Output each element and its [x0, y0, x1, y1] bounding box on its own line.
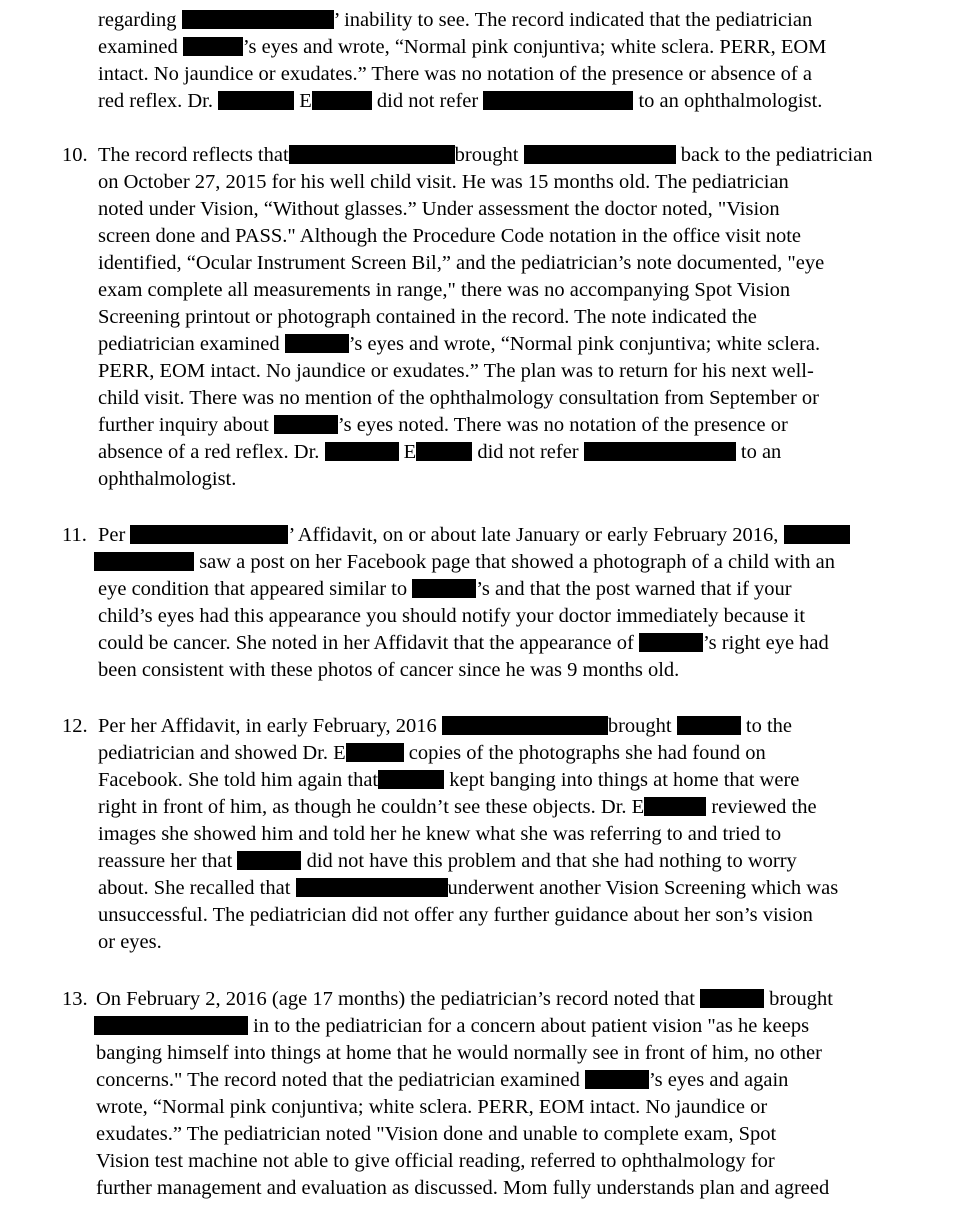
redaction [378, 770, 444, 789]
p10-line-2 [98, 169, 789, 195]
text: Screening printout or photograph contained in the record. The note indicated the [98, 306, 757, 328]
text: kept banging into things at home that were [449, 769, 800, 791]
text: ’s right eye had [702, 632, 829, 654]
redaction [237, 851, 301, 870]
text: examined [98, 36, 178, 58]
p10-line-13 [98, 466, 236, 492]
text: reviewed the [711, 796, 817, 818]
text: ’s and that the post warned that if your [476, 578, 792, 600]
text: child visit. There was no mention of the ophthalmology consultation from September or [98, 387, 819, 409]
intro-line-4 [98, 88, 822, 114]
redaction [784, 525, 850, 544]
p13-line-5 [96, 1094, 767, 1120]
paragraph-number: 11. [62, 524, 87, 546]
redaction [644, 797, 706, 816]
p12-line-7 [98, 875, 838, 901]
text: Per [98, 524, 126, 546]
p11-line-1 [98, 522, 850, 548]
text: brought [454, 144, 519, 166]
p12-line-8 [98, 902, 813, 928]
text: concerns." The record noted that the pediatrician examined [96, 1069, 580, 1091]
paragraph-number: 13. [62, 988, 88, 1010]
text: eye condition that appeared similar to [98, 578, 408, 600]
p10-line-10 [98, 385, 819, 411]
p11-line-6 [98, 657, 679, 683]
text: regarding [98, 9, 177, 31]
p10-line-12 [98, 439, 781, 465]
text: saw a post on her Facebook page that showed a photograph of a child with an [199, 551, 836, 573]
p13-line-3 [96, 1040, 822, 1066]
text: ’s eyes noted. There was no notation of the presence or [337, 414, 788, 436]
text: ’s eyes and again [648, 1069, 789, 1091]
text: Vision test machine not able to give official reading, referred to ophthalmology for [96, 1150, 775, 1172]
intro-line-3 [98, 61, 812, 87]
p10-line-8 [98, 331, 820, 357]
p10-line-5 [98, 250, 824, 276]
redaction [182, 10, 334, 29]
text: The record reflects that [98, 144, 289, 166]
redaction [412, 579, 476, 598]
text: noted under Vision, “Without glasses.” Under assessment the doctor noted, "Vision [98, 198, 780, 220]
text: pediatrician examined [98, 333, 280, 355]
text: E [299, 90, 312, 112]
p12-line-9 [98, 929, 162, 955]
p12-line-2 [98, 740, 766, 766]
text: child’s eyes had this appearance you should notify your doctor immediately because it [98, 605, 806, 627]
paragraph-number: 12. [62, 715, 88, 737]
redaction [639, 633, 703, 652]
text: Facebook. She told him again that [98, 769, 379, 791]
text: E [403, 441, 417, 463]
intro-line-2 [98, 34, 826, 60]
text: wrote, “Normal pink conjuntiva; white sclera. PERR, EOM intact. No jaundice or [96, 1096, 768, 1118]
text: underwent another Vision Screening which was [447, 877, 839, 899]
p10-line-9 [98, 358, 814, 384]
text: ’ Affidavit, on or about late January or early February 2016, [288, 524, 779, 546]
text: in to the pediatrician for a concern about patient vision "as he keeps [253, 1015, 810, 1037]
redaction [442, 716, 608, 735]
p13-line-4 [96, 1067, 788, 1093]
text: screen done and PASS." Although the Procedure Code notation in the office visit note [98, 225, 801, 247]
redaction [325, 442, 399, 461]
redaction [218, 91, 294, 110]
text: to the [745, 715, 793, 737]
text: brought [607, 715, 672, 737]
text: ’ inability to see. The record indicated that the pediatrician [333, 9, 813, 31]
text: pediatrician and showed Dr. E [98, 742, 346, 764]
p11-line-4 [98, 603, 805, 629]
p11-line-3 [98, 576, 792, 602]
text: ’s eyes and wrote, “Normal pink conjuntiva; white sclera. [348, 333, 821, 355]
p12-line-6 [98, 848, 797, 874]
redaction [312, 91, 372, 110]
p12-line-3 [98, 767, 799, 793]
p13-line-7 [96, 1148, 775, 1174]
redaction [289, 145, 455, 164]
text: did not refer [376, 90, 479, 112]
text: back to the pediatrician [680, 144, 873, 166]
text: or eyes. [98, 931, 162, 953]
text: intact. No jaundice or exudates.” There was no notation of the presence or absence of a [98, 63, 812, 85]
text: identified, “Ocular Instrument Screen Bil,” and the pediatrician’s note documented, "eye [98, 252, 825, 274]
p10-line-7 [98, 304, 757, 330]
text: further management and evaluation as discussed. Mom fully understands plan and agreed [96, 1177, 830, 1199]
redaction [584, 442, 736, 461]
text: did not have this problem and that she had nothing to worry [306, 850, 797, 872]
text: right in front of him, as though he couldn’t see these objects. Dr. E [98, 796, 645, 818]
p12-line-4 [98, 794, 817, 820]
text: exam complete all measurements in range," there was no accompanying Spot Vision [98, 279, 791, 301]
text: reassure her that [98, 850, 233, 872]
text: further inquiry about [98, 414, 269, 436]
p11-line-2 [94, 549, 835, 575]
text: been consistent with these photos of cancer since he was 9 months old. [98, 659, 680, 681]
redaction [274, 415, 338, 434]
p10-line-11 [98, 412, 788, 438]
text: absence of a red reflex. Dr. [98, 441, 320, 463]
text: about. She recalled that [98, 877, 291, 899]
p11-line-5 [98, 630, 829, 656]
text: PERR, EOM intact. No jaundice or exudates.” The plan was to return for his next well- [98, 360, 814, 382]
text: to an ophthalmologist. [638, 90, 823, 112]
redaction [416, 442, 472, 461]
text: brought [769, 988, 833, 1010]
p10-line-4 [98, 223, 801, 249]
p12-line-1 [98, 713, 792, 739]
redaction [677, 716, 741, 735]
redaction [94, 552, 194, 571]
text: images she showed him and told her he knew what she was referring to and tried to [98, 823, 782, 845]
text: Per her Affidavit, in early February, 2016 [98, 715, 437, 737]
redaction [346, 743, 404, 762]
text: on October 27, 2015 for his well child visit. He was 15 months old. The pediatrician [98, 171, 789, 193]
redaction [483, 91, 633, 110]
p13-line-2 [94, 1013, 809, 1039]
intro-line-1 [98, 7, 812, 33]
redaction [700, 989, 764, 1008]
paragraph-number: 10. [62, 144, 88, 166]
text: On February 2, 2016 (age 17 months) the pediatrician’s record noted that [96, 988, 695, 1010]
text: could be cancer. She noted in her Affidavit that the appearance of [98, 632, 634, 654]
redaction [183, 37, 243, 56]
p10-line-3 [98, 196, 780, 222]
redaction [285, 334, 349, 353]
redaction [130, 525, 288, 544]
text: ’s eyes and wrote, “Normal pink conjuntiva; white sclera. PERR, EOM [242, 36, 827, 58]
p10-line-6 [98, 277, 790, 303]
text: copies of the photographs she had found on [408, 742, 766, 764]
p10-line-1 [98, 142, 873, 168]
text: ophthalmologist. [98, 468, 237, 490]
redaction [94, 1016, 248, 1035]
redaction [296, 878, 448, 897]
redaction [524, 145, 676, 164]
p13-line-8 [96, 1175, 829, 1201]
redaction [585, 1070, 649, 1089]
text: exudates.” The pediatrician noted "Vision done and unable to complete exam, Spot [96, 1123, 777, 1145]
text: red reflex. Dr. [98, 90, 213, 112]
p13-line-6 [96, 1121, 776, 1147]
text: unsuccessful. The pediatrician did not offer any further guidance about her son’s vision [98, 904, 813, 926]
text: did not refer [477, 441, 579, 463]
text: to an [740, 441, 782, 463]
text: banging himself into things at home that he would normally see in front of him, no other [96, 1042, 822, 1064]
p13-line-1 [96, 986, 833, 1012]
p12-line-5 [98, 821, 781, 847]
